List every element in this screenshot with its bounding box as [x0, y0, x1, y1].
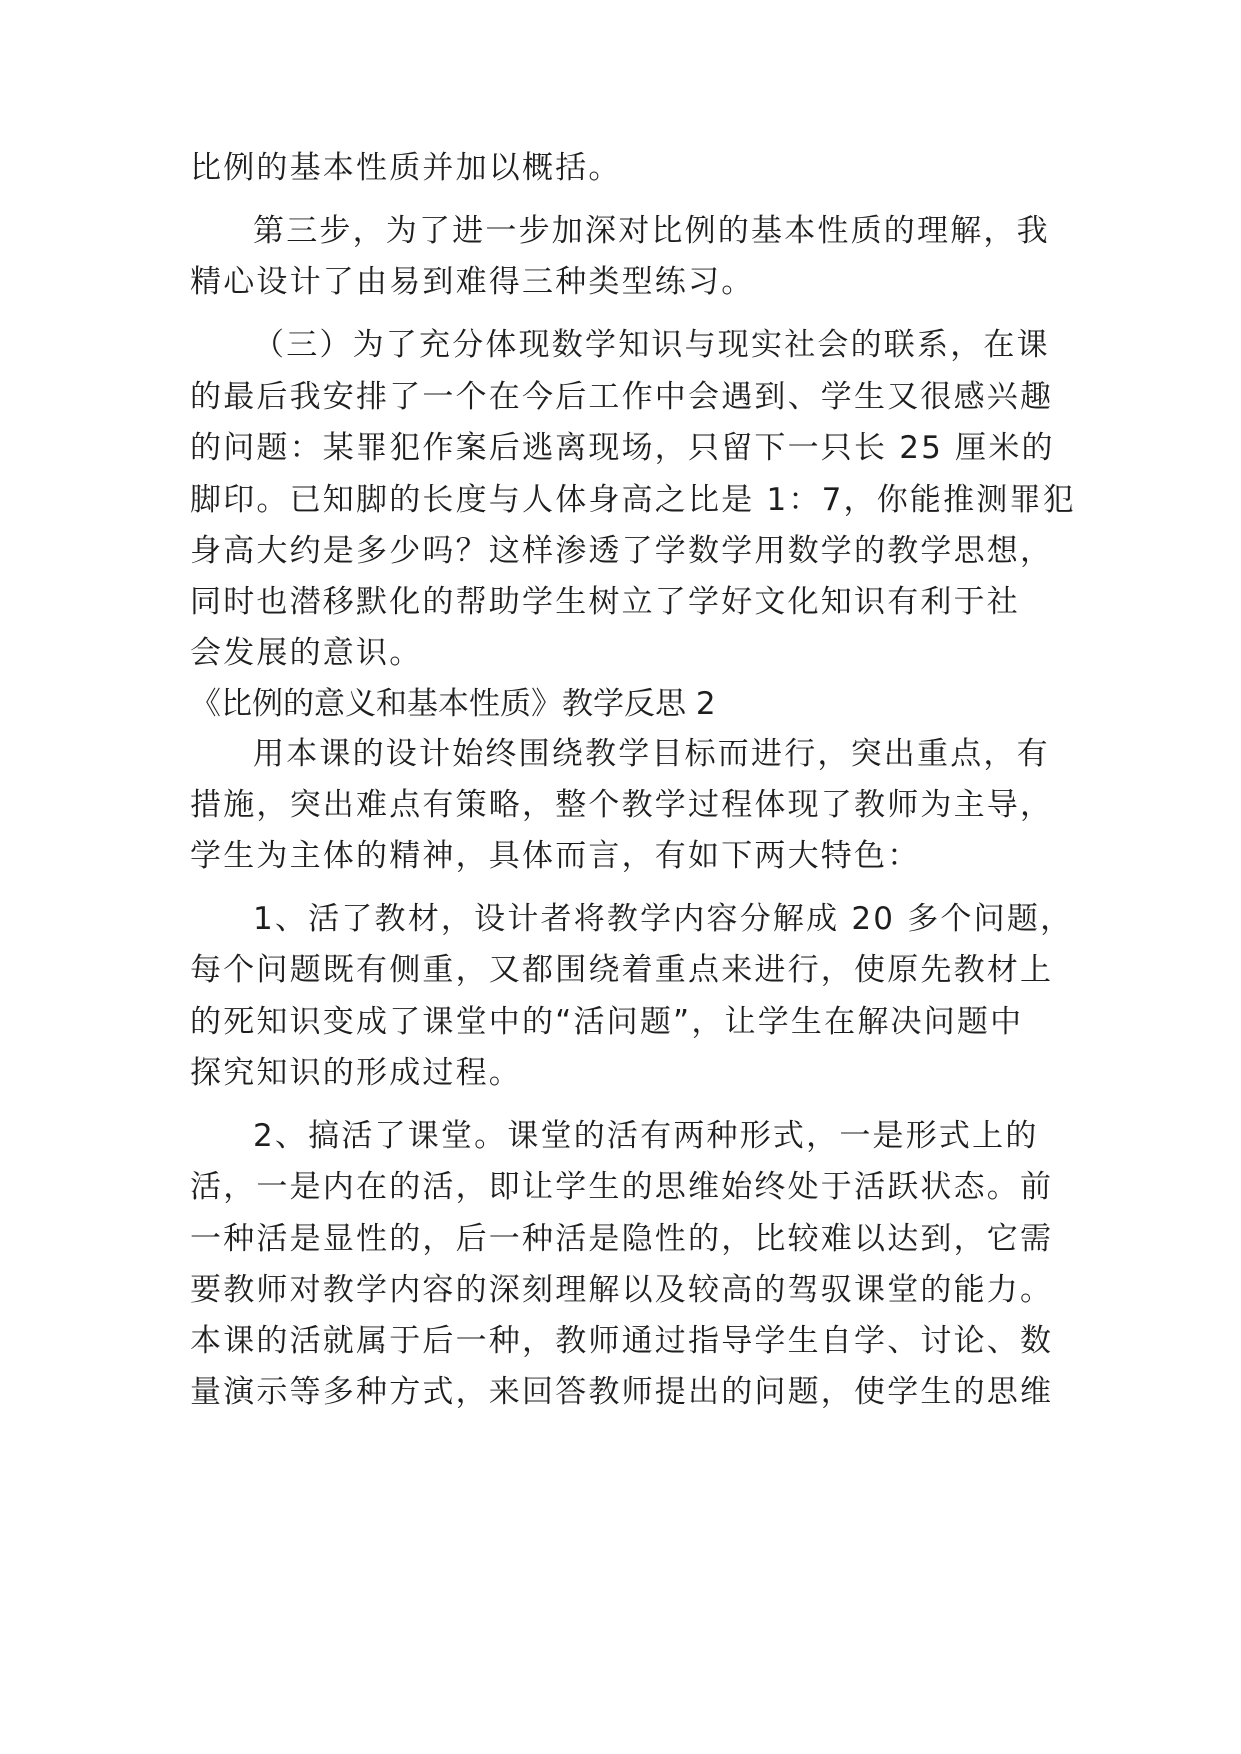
paragraph-line: 探究知识的形成过程。 [190, 1055, 522, 1091]
paragraph-line: （三）为了充分体现数学知识与现实社会的联系，在课 [253, 327, 1050, 363]
paragraph-line: 用本课的设计始终围绕教学目标而进行，突出重点，有 [253, 736, 1050, 772]
paragraph-line: 本课的活就属于后一种，教师通过指导学生自学、讨论、数 [190, 1323, 1054, 1359]
paragraph-line: 第三步，为了进一步加深对比例的基本性质的理解，我 [253, 213, 1050, 249]
paragraph-line: 1、活了教材，设计者将教学内容分解成 20 多个问题， [253, 901, 1074, 937]
paragraph-line: 措施，突出难点有策略，整个教学过程体现了教师为主导， [190, 787, 1054, 823]
paragraph-line: 的问题：某罪犯作案后逃离现场，只留下一只长 25 厘米的 [190, 430, 1055, 466]
paragraph-line: 脚印。已知脚的长度与人体身高之比是 1：7，你能推测罪犯 [190, 482, 1076, 518]
paragraph-line: 一种活是显性的，后一种活是隐性的，比较难以达到，它需 [190, 1221, 1054, 1257]
paragraph-line: 2、搞活了课堂。课堂的活有两种形式，一是形式上的 [253, 1118, 1039, 1154]
paragraph-line: 精心设计了由易到难得三种类型练习。 [190, 264, 755, 300]
paragraph-line: 活，一是内在的活，即让学生的思维始终处于活跃状态。前 [190, 1169, 1054, 1205]
paragraph-line: 每个问题既有侧重，又都围绕着重点来进行，使原先教材上 [190, 952, 1054, 988]
paragraph-line: 的最后我安排了一个在今后工作中会遇到、学生又很感兴趣 [190, 379, 1054, 415]
paragraph-line: 比例的基本性质并加以概括。 [190, 150, 622, 186]
paragraph-line: 同时也潜移默化的帮助学生树立了学好文化知识有利于社 [190, 584, 1020, 620]
paragraph-line: 身高大约是多少吗？这样渗透了学数学用数学的教学思想， [190, 533, 1054, 569]
paragraph-line: 量演示等多种方式，来回答教师提出的问题，使学生的思维 [190, 1374, 1054, 1410]
section-heading: 《比例的意义和基本性质》教学反思 2 [190, 686, 716, 722]
paragraph-line: 学生为主体的精神，具体而言，有如下两大特色： [190, 838, 921, 874]
paragraph-line: 会发展的意识。 [190, 635, 423, 671]
paragraph-line: 的死知识变成了课堂中的“活问题”，让学生在解决问题中 [190, 1004, 1024, 1040]
paragraph-line: 要教师对教学内容的深刻理解以及较高的驾驭课堂的能力。 [190, 1272, 1054, 1308]
